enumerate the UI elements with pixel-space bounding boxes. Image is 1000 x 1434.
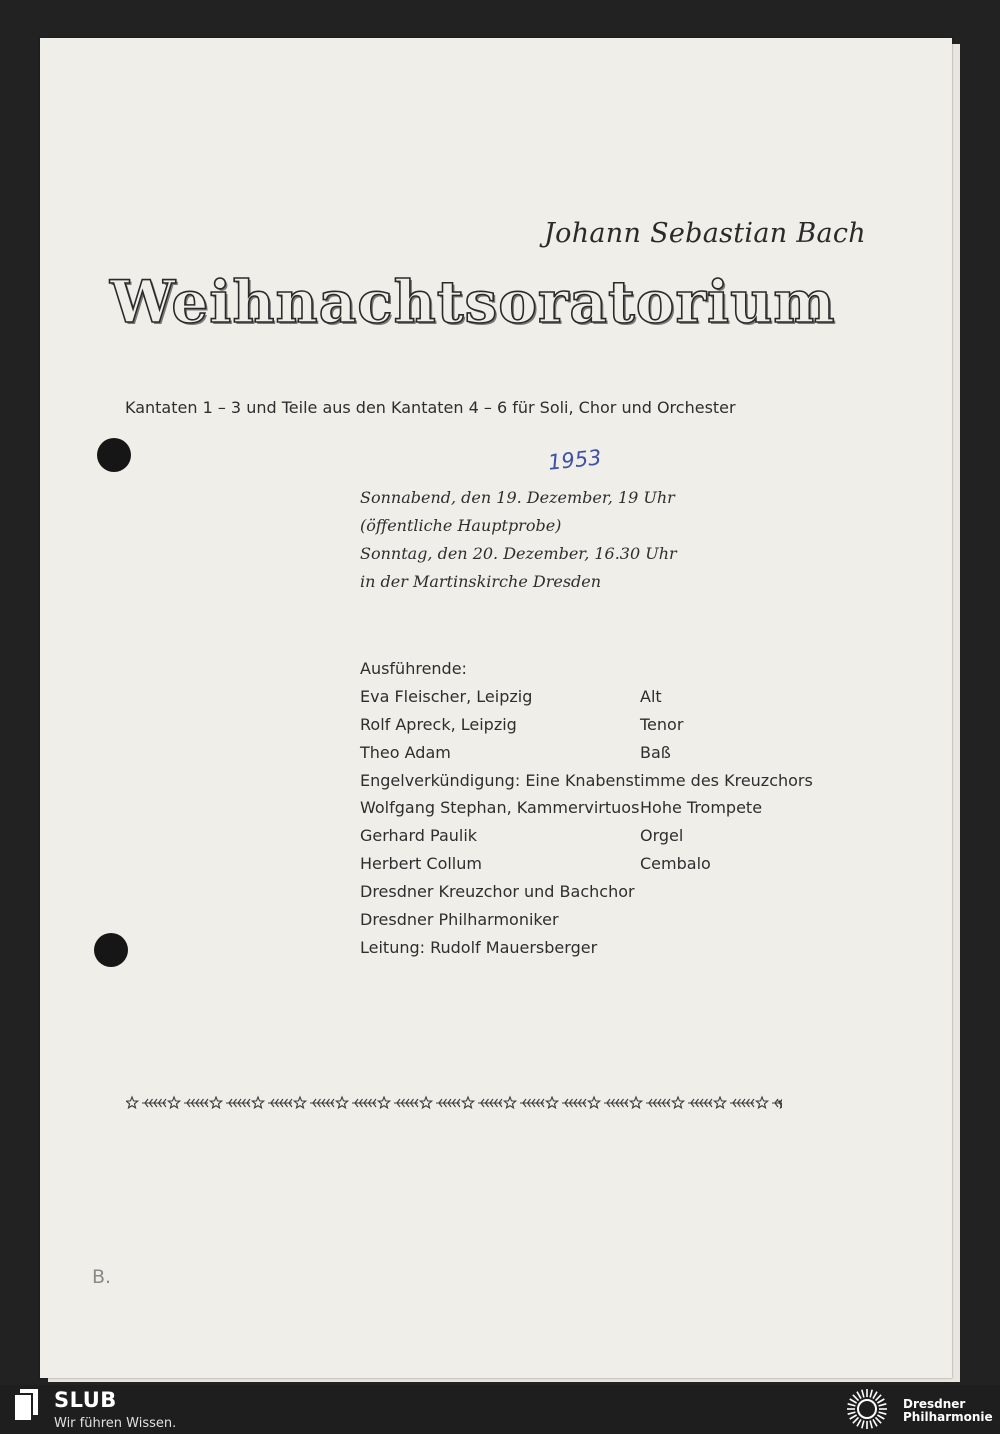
ornament-star (378, 1097, 389, 1108)
ornament-sprig (730, 1099, 754, 1107)
performer-row (360, 711, 800, 739)
ornament-sprig (646, 1099, 670, 1107)
sun-ray (875, 1395, 881, 1401)
performers-list (360, 655, 813, 962)
ornament-sprig (184, 1099, 208, 1107)
ornament-star (462, 1097, 473, 1108)
sun-ray (879, 1404, 887, 1406)
performance-dates (360, 484, 677, 596)
ornament-star (252, 1097, 263, 1108)
ornament-sprig (268, 1099, 292, 1107)
sun-ray (848, 1404, 856, 1406)
performers-heading: Ausführende: (360, 659, 467, 678)
library-tagline: Wir führen Wissen. (54, 1416, 177, 1431)
performer-row (360, 739, 800, 767)
sun-ray (862, 1421, 864, 1429)
ornament-star (714, 1097, 725, 1108)
sun-ray (879, 1412, 887, 1414)
ornament-star (168, 1097, 179, 1108)
orchestra-name-line1: Dresdner (903, 1397, 966, 1411)
performer-role: Hohe Trompete (640, 798, 763, 818)
ornament-star (630, 1097, 641, 1108)
performer-name: Dresdner Kreuzchor und Bachchor (360, 882, 635, 902)
ornament-sprig (478, 1099, 502, 1107)
sun-ray (870, 1390, 872, 1398)
performer-name: Leitung: Rudolf Mauersberger (360, 937, 598, 957)
ornament-star (756, 1097, 767, 1108)
performer-name: Eva Fleischer, Leipzig (360, 686, 533, 706)
performer-row (360, 850, 800, 878)
performer-row (360, 878, 800, 906)
sun-ray (850, 1415, 857, 1419)
performer-row (360, 906, 800, 934)
sun-ray (853, 1417, 859, 1423)
ornament-star (294, 1097, 305, 1108)
performer-row (360, 683, 800, 711)
performer-name: Rolf Apreck, Leipzig (360, 714, 517, 734)
punch-hole-top (97, 438, 131, 472)
performer-role: Alt (640, 686, 662, 706)
composer-name: Johann Sebastian Bach (544, 218, 866, 249)
ornament-sprig (310, 1099, 334, 1107)
sun-ray (873, 1419, 877, 1426)
ornament-star (210, 1097, 221, 1108)
ornament-sprig (142, 1099, 166, 1107)
performer-role: Orgel (640, 826, 684, 846)
performer-name: Gerhard Paulik (360, 826, 478, 846)
sun-ray (857, 1392, 861, 1399)
sun-ray (850, 1399, 857, 1403)
performer-row (360, 794, 800, 822)
ornament-star (336, 1097, 347, 1108)
ornament-star (588, 1097, 599, 1108)
performer-role: Baß (640, 742, 671, 762)
performer-row (360, 767, 813, 795)
sun-ray (848, 1412, 856, 1414)
ornament-sprig (352, 1099, 376, 1107)
work-subtitle: Kantaten 1 – 3 und Teile aus den Kantaten 4 – 6 für Soli, Chor und Orchester (125, 398, 736, 417)
date-line: Sonnabend, den 19. Dezember, 19 Uhr (360, 488, 675, 507)
performer-name: Theo Adam (360, 742, 451, 762)
ornament-sprig (520, 1099, 544, 1107)
ornament-sprig (436, 1099, 460, 1107)
sun-ray (870, 1421, 872, 1429)
performer-name: Herbert Collum (360, 854, 482, 874)
performer-name: Dresdner Philharmoniker (360, 910, 559, 930)
ornament-star (420, 1097, 431, 1108)
ornament-star (778, 1097, 782, 1108)
sun-ray (862, 1390, 864, 1398)
performer-row (360, 822, 800, 850)
punch-hole-bottom (94, 933, 128, 967)
sun-ray (853, 1395, 859, 1401)
date-line: Sonntag, den 20. Dezember, 16.30 Uhr (360, 544, 677, 563)
performer-row (360, 934, 800, 962)
date-line: (öffentliche Hauptprobe) (360, 516, 562, 535)
ornamental-border (126, 1094, 782, 1112)
orchestra-name (903, 1398, 993, 1424)
work-title: Weihnachtsoratorium (110, 268, 836, 336)
performer-name: Wolfgang Stephan, Kammervirtuos (360, 798, 640, 818)
performer-role: Cembalo (640, 854, 711, 874)
ornament-sprig (604, 1099, 628, 1107)
orchestra-name-line2: Philharmonie (903, 1410, 993, 1424)
pencil-mark: B. (92, 1266, 112, 1288)
performer-name: Engelverkündigung: Eine Knabenstimme des Kreuzchors (360, 770, 813, 790)
philharmonie-sun-icon (842, 1387, 892, 1431)
ornament-sprig (226, 1099, 250, 1107)
slub-book-icon (14, 1389, 40, 1421)
handwritten-year: 1953 (546, 445, 603, 475)
ornament-star (126, 1097, 137, 1108)
sun-ray (875, 1417, 881, 1423)
library-name: SLUB (54, 1388, 117, 1412)
venue-line: in der Martinskirche Dresden (360, 572, 602, 591)
sun-ray (857, 1419, 861, 1426)
ornament-sprig (688, 1099, 712, 1107)
ornament-sprig (562, 1099, 586, 1107)
ornament-star (546, 1097, 557, 1108)
performer-role: Tenor (640, 714, 684, 734)
sun-ray (873, 1392, 877, 1399)
ornament-star (672, 1097, 683, 1108)
ornament-sprig (394, 1099, 418, 1107)
sun-ray (877, 1415, 884, 1419)
ornament-star (504, 1097, 515, 1108)
sun-ray (877, 1399, 884, 1403)
